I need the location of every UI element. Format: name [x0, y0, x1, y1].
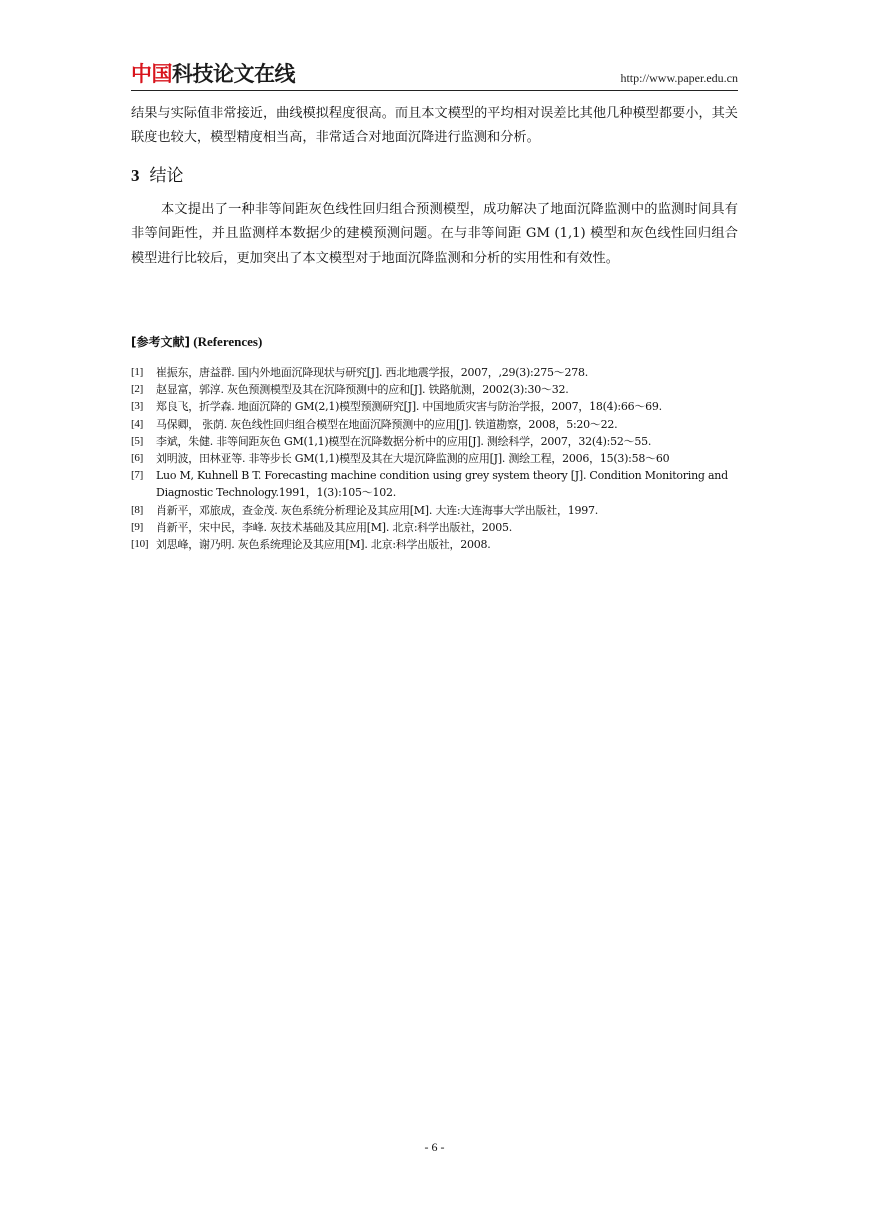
- section-heading: [131, 165, 184, 187]
- page-number: - 6 -: [424, 1140, 445, 1154]
- reference-number: [3]: [131, 400, 144, 413]
- section-title: 结论: [149, 166, 184, 186]
- reference-number: [10]: [131, 538, 149, 551]
- reference-number: [5]: [131, 434, 144, 447]
- reference-number: [4]: [131, 417, 144, 430]
- reference-list: [131, 364, 738, 553]
- reference-text: 刘思峰，谢乃明. 灰色系统理论及其应用[M]. 北京:科学出版社，2008.: [156, 538, 491, 552]
- reference-text: 刘明波，田林亚等. 非等步长 GM(1,1)模型及其在大堤沉降监测的应用[J]. 测绘工程，2006，15(3):58～60: [156, 452, 670, 466]
- logo-text-red: 中国: [131, 62, 172, 86]
- references-heading-en: (References): [193, 334, 263, 349]
- reference-item: [131, 502, 738, 519]
- reference-text: 肖新平，宋中民，李峰. 灰技术基础及其应用[M]. 北京:科学出版社，2005.: [156, 520, 513, 534]
- reference-text: 郑良飞，折学森. 地面沉降的 GM(2,1)模型预测研究[J]. 中国地质灾害与防治学报，2007，18(4):66～69.: [156, 400, 662, 414]
- reference-number: [6]: [131, 452, 144, 465]
- body-paragraph-2: 本文提出了一种非等间距灰色线性回归组合预测模型，成功解决了地面沉降监测中的监测时间具有非等间距性，并且监测样本数据少的建模预测问题。在与非等间距 GM (1,1) 模型和灰色线性回归组合模型进行比较后，更加突出了本文模型对于地面沉降监测和分析的实用性和有效性。: [131, 202, 738, 266]
- reference-text: 崔振东，唐益群. 国内外地面沉降现状与研究[J]. 西北地震学报，2007，,29(3):275～278.: [156, 366, 588, 379]
- reference-number: [9]: [131, 520, 144, 533]
- reference-text: 马保卿， 张荫. 灰色线性回归组合模型在地面沉降预测中的应用[J]. 铁道勘察，2008，5:20～22.: [156, 417, 618, 431]
- reference-item: [131, 519, 738, 536]
- references-heading-cn: [参考文献]: [131, 335, 190, 349]
- reference-text: 肖新平，邓旅成，查金茂. 灰色系统分析理论及其应用[M]. 大连:大连海事大学出版社，1997.: [156, 503, 599, 517]
- page-header: [131, 60, 738, 91]
- section-number: 3: [131, 166, 140, 185]
- reference-text: 赵显富，郭淳. 灰色预测模型及其在沉降预测中的应和[J]. 铁路航测，2002(3):30～32.: [156, 383, 569, 397]
- reference-item: [131, 398, 738, 415]
- reference-number: [2]: [131, 383, 144, 396]
- site-logo: [131, 62, 295, 86]
- references-heading: [131, 333, 262, 350]
- reference-number: [8]: [131, 503, 144, 516]
- reference-item: [131, 433, 738, 450]
- reference-number: [1]: [131, 366, 144, 378]
- reference-text: 李斌，朱健. 非等间距灰色 GM(1,1)模型在沉降数据分析中的应用[J]. 测绘科学，2007，32(4):52～55.: [156, 434, 652, 448]
- reference-item: [131, 450, 738, 467]
- reference-text: Luo M, Kuhnell B T. Forecasting machine condition using grey system theory [J]. Condition Monitoring and Diagnostic Technology.1991，1(3):105～102.: [156, 469, 728, 500]
- body-paragraph-1: 结果与实际值非常接近，曲线模拟程度很高。而且本文模型的平均相对误差比其他几种模型都要小，其关联度也较大，模型精度相当高，非常适合对地面沉降进行监测和分析。: [131, 106, 738, 146]
- reference-item: [131, 364, 738, 381]
- reference-number: [7]: [131, 469, 144, 482]
- logo-text-dark: 科技论文在线: [172, 62, 295, 86]
- reference-item: [131, 416, 738, 433]
- reference-item: [131, 467, 738, 501]
- reference-item: [131, 536, 738, 553]
- header-url: http://www.paper.edu.cn: [620, 71, 738, 85]
- reference-item: [131, 381, 738, 398]
